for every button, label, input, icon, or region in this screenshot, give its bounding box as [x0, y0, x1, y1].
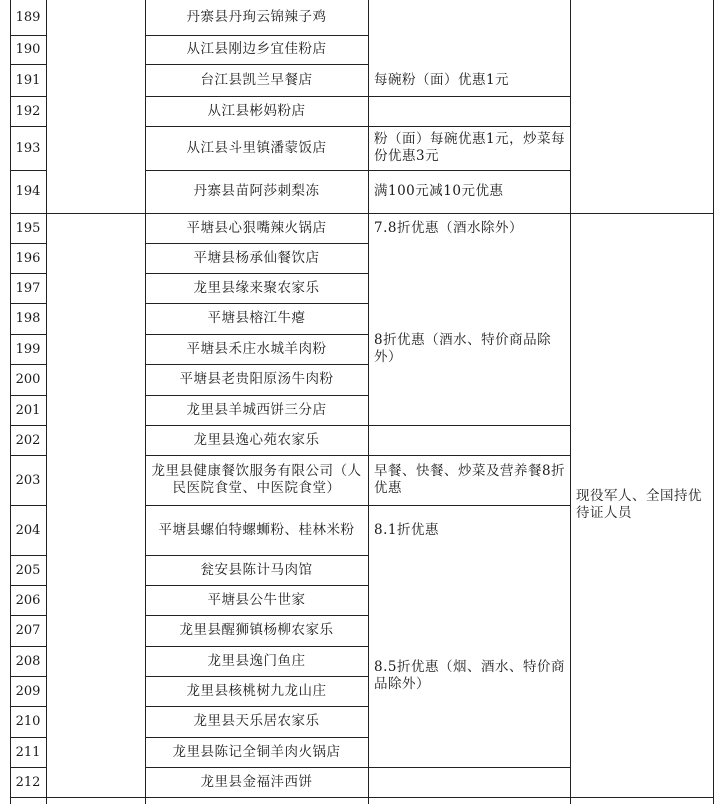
row-number: 194	[15, 184, 41, 199]
merchant-name: 丹寨县苗阿莎刺梨冻	[193, 183, 320, 199]
merchant-name: 平塘县榕江牛瘪	[207, 310, 306, 326]
row-number: 191	[15, 72, 41, 88]
merchant-name: 平塘县心狠嘴辣火锅店	[186, 219, 327, 236]
merchant-name: 龙里县陈记全铜羊肉火锅店	[172, 743, 341, 760]
row-divider	[46, 797, 713, 798]
row-number: 200	[15, 372, 41, 387]
discount-text: 满100元减10元优惠	[374, 183, 504, 199]
merchant-name: 平塘县禾庄水城羊肉粉	[186, 340, 327, 357]
merchant-name: 龙里县逸门鱼庄	[207, 652, 306, 669]
discount-text: 8.1折优惠	[374, 521, 439, 538]
row-number: 192	[15, 103, 41, 119]
row-number: 201	[15, 402, 41, 418]
discount-text: 早餐、快餐、炒菜及营养餐8折优惠	[374, 463, 566, 496]
merchant-name: 龙里县金福沣西饼	[200, 773, 313, 790]
row-number: 210	[15, 714, 41, 729]
merchant-name: 从江县斗里镇潘蒙饭店	[186, 139, 327, 156]
merchant-name: 龙里县核桃树九龙山庄	[186, 682, 327, 699]
row-number: 189	[15, 10, 41, 25]
row-number: 209	[15, 683, 41, 699]
row-number: 212	[15, 774, 41, 790]
row-number: 190	[15, 42, 41, 57]
merchant-name: 龙里县缘来聚农家乐	[193, 279, 320, 296]
merchant-name: 瓮安县陈计马肉馆	[200, 561, 313, 578]
merchant-name: 平塘县螺伯特螺蛳粉、桂林米粉	[158, 521, 355, 538]
merchant-name: 从江县彬妈粉店	[207, 102, 306, 119]
row-number: 199	[15, 341, 41, 357]
merchant-name: 台江县凯兰早餐店	[200, 71, 313, 88]
column-divider	[713, 0, 714, 804]
row-number: 198	[15, 311, 41, 326]
discount-text: 8.5折优惠（烟、酒水、特价商品除外）	[374, 659, 565, 692]
merchant-name: 平塘县杨承仙餐饮店	[193, 249, 320, 266]
discount-text: 7.8折优惠（酒水除外）	[374, 219, 523, 236]
discount-text: 粉（面）每碗优惠1元，炒菜每份优惠3元	[374, 131, 566, 164]
eligibility-text: 现役军人、全国持优待证人员	[576, 488, 702, 521]
merchant-name: 龙里县逸心苑农家乐	[193, 431, 320, 448]
merchant-name: 龙里县天乐居农家乐	[193, 713, 320, 729]
row-divider	[46, 213, 145, 214]
row-number: 193	[15, 140, 41, 156]
merchant-name: 丹寨县丹珣云锦辣子鸡	[186, 9, 327, 25]
row-number: 206	[15, 592, 41, 608]
merchant-name: 龙里县醒狮镇杨柳农家乐	[179, 622, 334, 638]
merchant-name: 平塘县老贵阳原汤牛肉粉	[179, 371, 334, 387]
merchant-name: 龙里县羊城西饼三分店	[186, 401, 327, 418]
row-number: 197	[15, 280, 41, 296]
row-number: 205	[15, 562, 41, 578]
row-number: 204	[15, 522, 41, 538]
merchant-name: 龙里县健康餐饮服务有限公司（人民医院食堂、中医院食堂）	[151, 463, 362, 496]
row-number: 195	[15, 220, 41, 236]
row-number: 196	[15, 250, 41, 266]
merchant-name: 平塘县公牛世家	[207, 591, 306, 608]
row-number: 202	[15, 432, 41, 448]
row-number: 207	[15, 623, 41, 638]
row-divider	[10, 797, 46, 798]
discount-text: 8折优惠（酒水、特价商品除外）	[374, 332, 552, 365]
column-divider	[46, 0, 47, 804]
discount-text: 每碗粉（面）优惠1元	[374, 72, 510, 88]
row-number: 203	[15, 472, 41, 488]
row-number: 208	[15, 653, 41, 669]
row-number: 211	[15, 744, 41, 760]
merchant-name: 从江县刚边乡宜佳粉店	[186, 41, 327, 57]
